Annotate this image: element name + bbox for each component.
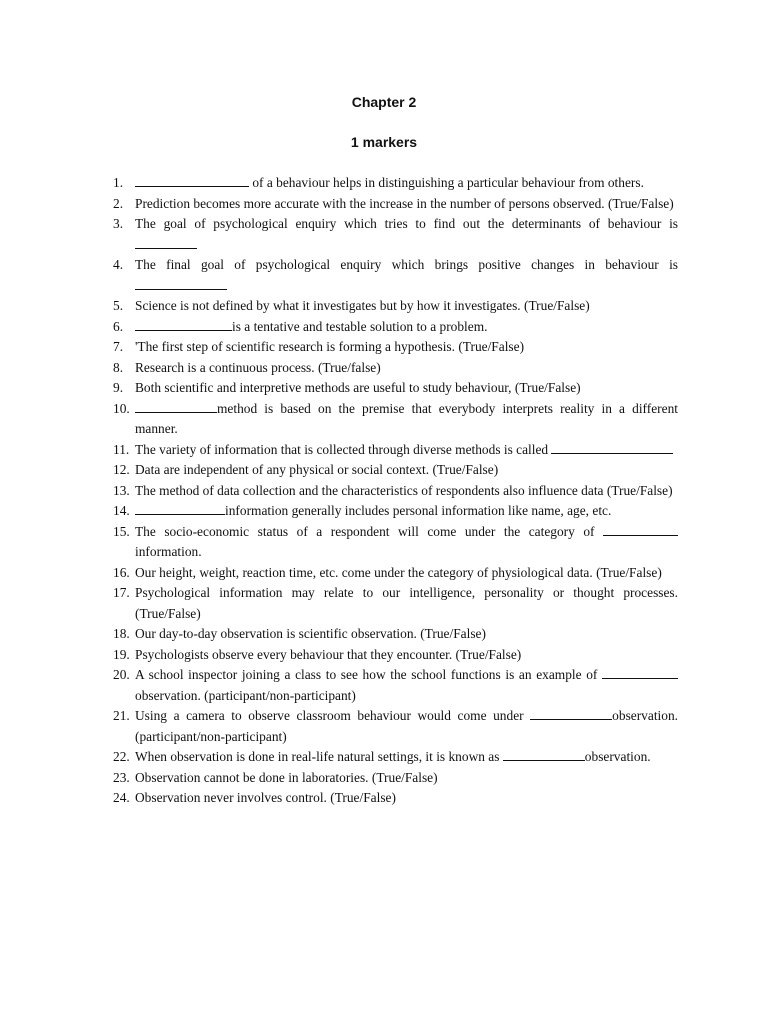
question-item — [113, 645, 678, 666]
answer-blank — [503, 747, 585, 761]
question-text-continued: observation. (participant/non-participant) — [135, 687, 356, 703]
question-number: 4. — [113, 257, 124, 272]
question-number: 9. — [113, 380, 124, 395]
question-item — [113, 399, 678, 440]
question-text: Prediction becomes more accurate with the increase in the number of persons observed. (True/False) — [135, 195, 674, 211]
question-text-continued: is a tentative and testable solution to a problem. — [232, 318, 488, 334]
question-text: Our day-to-day observation is scientific observation. (True/False) — [135, 626, 486, 641]
question-text: A school inspector joining a class to see how the school functions is an example of — [135, 667, 602, 682]
question-text: Using a camera to observe classroom behaviour would come under — [135, 708, 531, 723]
question-number: 12. — [113, 462, 130, 477]
question-number: 22. — [113, 749, 130, 764]
question-item — [113, 440, 678, 461]
question-text: Both scientific and interpretive methods are useful to study behaviour, (True/False) — [135, 380, 581, 395]
question-item — [113, 378, 678, 399]
question-item — [113, 583, 678, 624]
question-text: Research is a continuous process. (True/false) — [135, 359, 381, 375]
question-item — [113, 706, 678, 747]
question-number: 8. — [113, 359, 124, 375]
question-text-continued: observation. (participant/non-participant) — [135, 708, 678, 744]
question-text: Psychologists observe every behaviour that they encounter. (True/False) — [135, 646, 522, 662]
question-item — [113, 563, 678, 584]
question-text: The goal of psychological enquiry which tries to find out the determinants of behaviour is — [135, 216, 678, 231]
question-number: 18. — [113, 626, 130, 641]
question-list — [113, 173, 678, 809]
question-item — [113, 460, 678, 481]
question-number: 5. — [113, 298, 124, 313]
question-item — [113, 624, 678, 645]
question-item — [113, 501, 678, 522]
question-text: 'The first step of scientific research is forming a hypothesis. (True/False) — [135, 339, 525, 354]
question-number: 2. — [113, 195, 124, 211]
question-item — [113, 317, 678, 338]
question-text: Our height, weight, reaction time, etc. come under the category of physiological data. (True/False) — [135, 564, 662, 580]
question-item — [113, 194, 678, 215]
answer-blank — [603, 522, 678, 536]
question-text: Science is not defined by what it investigates but by how it investigates. (True/False) — [135, 298, 590, 313]
answer-blank — [530, 706, 612, 720]
question-text-continued: information generally includes personal information like name, age, etc. — [225, 503, 612, 518]
question-number: 14. — [113, 503, 130, 518]
question-item — [113, 214, 678, 255]
question-number: 19. — [113, 646, 130, 662]
question-text: The variety of information that is collected through diverse methods is called — [135, 441, 552, 457]
question-number: 11. — [113, 441, 130, 457]
question-number: 16. — [113, 564, 130, 580]
question-text: The socio-economic status of a respondent will come under the category of — [135, 523, 603, 539]
answer-blank — [135, 399, 217, 413]
question-number: 1. — [113, 175, 124, 190]
question-item — [113, 768, 678, 789]
question-item — [113, 788, 678, 809]
question-text-continued: information. — [135, 544, 202, 559]
question-text: When observation is done in real-life natural settings, it is known as — [135, 749, 503, 764]
question-text: The final goal of psychological enquiry which brings positive changes in behaviour is — [135, 257, 678, 272]
question-item — [113, 481, 678, 502]
question-number: 13. — [113, 482, 130, 498]
question-number: 24. — [113, 790, 130, 805]
question-text-continued: of a behaviour helps in distinguishing a particular behaviour from others. — [249, 175, 644, 190]
answer-blank — [602, 665, 678, 679]
question-number: 23. — [113, 769, 130, 785]
question-text: Observation cannot be done in laboratories. (True/False) — [135, 769, 438, 785]
question-number: 20. — [113, 667, 130, 682]
answer-blank — [135, 501, 225, 515]
question-item — [113, 337, 678, 358]
answer-blank — [551, 440, 673, 454]
question-number: 6. — [113, 318, 124, 334]
question-item — [113, 296, 678, 317]
answer-blank — [135, 173, 249, 187]
question-item — [113, 522, 678, 563]
question-text: Data are independent of any physical or social context. (True/False) — [135, 462, 499, 477]
question-number: 17. — [113, 585, 130, 600]
question-text: Psychological information may relate to our intelligence, personality or thought processes. (True/False) — [135, 585, 678, 621]
answer-blank — [135, 235, 197, 249]
question-number: 7. — [113, 339, 124, 354]
question-item — [113, 358, 678, 379]
question-number: 10. — [113, 400, 130, 416]
question-number: 15. — [113, 523, 130, 539]
question-number: 21. — [113, 708, 130, 723]
chapter-title: Chapter 2 — [351, 94, 417, 110]
answer-blank — [135, 317, 232, 331]
question-item — [113, 255, 678, 296]
question-text: The method of data collection and the characteristics of respondents also influence data (True/False) — [135, 482, 673, 498]
question-item — [113, 747, 678, 768]
answer-blank — [135, 276, 227, 290]
question-text: Observation never involves control. (True/False) — [135, 790, 396, 805]
question-item — [113, 665, 678, 706]
question-item — [113, 173, 678, 194]
question-text-continued: observation. — [584, 749, 651, 764]
question-number: 3. — [113, 216, 124, 231]
question-text-continued: method is based on the premise that everybody interprets reality in a different manner. — [135, 400, 678, 436]
section-title: 1 markers — [350, 134, 418, 150]
